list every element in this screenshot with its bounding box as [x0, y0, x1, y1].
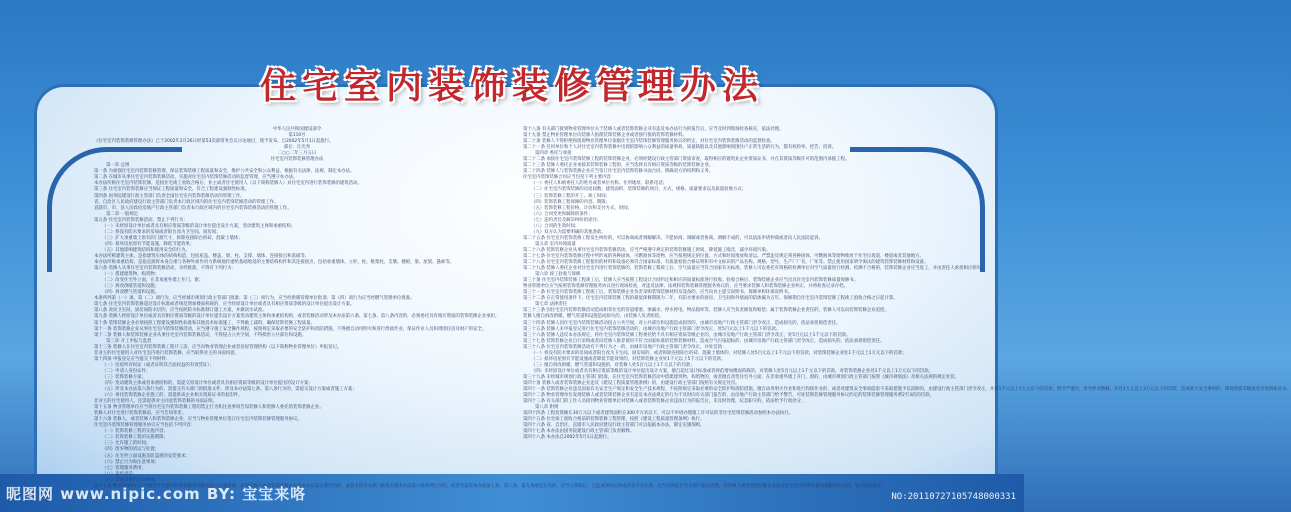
- text-paragraph: （七）违约责任及解决纠纷的途径；: [531, 217, 602, 223]
- regulation-text-right-column: [523, 127, 1291, 460]
- text-paragraph: 装修人擅自拆改供暖、燃气管道和设施造成损失的，由装修人负责赔偿。: [523, 314, 664, 320]
- text-paragraph: （四）拆改燃气管道和设施。: [102, 290, 160, 296]
- text-paragraph: （五）涉及本办法第六条行为的，需提交有关部门的批准文件，涉及本办法第七条、第八条行为的，需提交设计方案或者施工方案；: [102, 387, 357, 393]
- text-paragraph: （四）装饰装修工程保修的内容、期限；: [531, 199, 611, 205]
- text-paragraph: 住宅室内装饰装修合同应当包括下列主要内容：: [523, 175, 616, 181]
- text-paragraph: （一）未经原设计单位或者具有相应资质等级的设计单位提出设计方案，变动建筑主体和承重结构；: [102, 223, 296, 229]
- text-paragraph: 第三十一条 住宅室内装饰装修工程竣工后，装饰装修企业负责采购装饰装修材料及设备的，应当向业主提交说明书、保修单和环保说明书。: [523, 290, 793, 296]
- text-paragraph: 第十二条 装修人和装饰装修企业从事住宅室内装饰装修活动，不得侵占公共空间，不得损害公共部位和设施。: [94, 332, 307, 338]
- text-paragraph: （八）合同的生效时间；: [531, 223, 580, 229]
- text-paragraph: 第七条 住宅室内装饰装修超过设计标准或者规范增加楼面荷载的，应当经原设计单位或者具有相应资质等级的设计单位提出设计方案。: [94, 302, 355, 308]
- text-paragraph: 第八章 附则: [535, 405, 559, 411]
- text-paragraph: 第三十六条 装修人违反本办法规定，将住宅室内装饰装修工程委托给不具有相应资质等级企业的，由城市房地产行政主管部门责令改正，处5百元以上1千元以下的罚款。: [523, 332, 851, 338]
- text-paragraph: 第四章 委托与承接: [535, 151, 572, 157]
- text-paragraph: （三）扩大承重墙上原有的门窗尺寸，拆除连接阳台的砖、混凝土墙体；: [102, 235, 243, 241]
- text-paragraph: （四）未经原设计单位或者具有相应资质等级的设计单位提出设计方案，擅自超过设计标准或者规范增加楼面荷载的，对装修人处5百元以上1千元以下的罚款，对装饰装修企业处1千元以上1万元以下的罚款。: [531, 368, 933, 374]
- text-paragraph: 第二十七条 住宅室内装饰装修过程中所形成的各种固体、可燃液体等废物，应当按照规定的位置、方式和时间堆放和清运。严禁违反规定将各种固体、可燃液体等废物堆放于住宅垃圾道、楼道或者其他地方。: [523, 253, 924, 259]
- text-paragraph: 本条所列第（一）项、第（二）项行为，应当经城市规划行政主管部门批准；第（三）项行为，应当经供暖管理单位批准；第（四）项行为应当经燃气管理单位批准。: [94, 296, 415, 302]
- text-paragraph: （六）禁止行为和注意事项；: [102, 459, 160, 465]
- text-paragraph: 第十条 装饰装修企业必须按照工程建设强制性标准和其他技术标准施工，不得偷工减料，确保装饰装修工程质量。: [94, 320, 315, 326]
- text-paragraph: 第四十七条 本办法由国务院建设行政主管部门负责解释。: [523, 429, 635, 435]
- text-paragraph: 第一条 为加强住宅室内装饰装修管理，保证装饰装修工程质量和安全，维护公共安全和公众利益，根据有关法律、法规，制定本办法。: [94, 169, 355, 175]
- text-paragraph: 第四十一条 装饰装修企业违反国家有关安全生产规定和安全生产技术规程，不按照规定采取必要的安全防护和消防措施，擅自动用明火作业和进行焊接作业的，或者对建筑安全事故隐患不采取措施予以消除的，由建设行政主管部门责令改正，并处1千元以上1万元以下的罚款；情节严重的，责令停业整顿，并处1万元以上3万元以下的罚款；造成重大安全事故的，降低资质等级或者吊销资质证书。: [523, 387, 1291, 393]
- text-paragraph: （二）住宅室内装饰装修的房屋间数、建筑面积，装饰装修的项目、方式、规格、质量要求以及质量验收方式；: [531, 187, 747, 193]
- text-paragraph: （一）搭建建筑物、构筑物；: [102, 272, 160, 278]
- text-paragraph: 第十九条 禁止物业管理单位向装修人指派装饰装修企业或者强行推销装饰装修材料。: [523, 133, 687, 139]
- page-title: 住宅室内装饰装修管理办法: [259, 65, 764, 107]
- text-paragraph: 第二十四条 装修人与装饰装修企业应当签订住宅室内装饰装修书面合同，明确双方的权利和义务。: [523, 169, 714, 175]
- text-paragraph: 第二章 一般规定: [106, 211, 139, 217]
- text-paragraph: 第六章 竣工验收与保修: [535, 272, 581, 278]
- text-paragraph: 第四十四条 工程投资额在30万元以下或者建筑面积在300平方米以下，可以不申请办理施工许可证的非住宅装饰装修活动参照本办法执行。: [523, 411, 794, 417]
- text-paragraph: 第三章 开工申报与监督: [106, 338, 152, 344]
- text-paragraph: 第一章 总则: [106, 163, 130, 169]
- text-paragraph: 第十五条 物业管理单位应当将住宅室内装饰装修工程的禁止行为和注意事项告知装修人和装修人委托的装饰装修企业。: [94, 405, 324, 411]
- text-paragraph: 第二十一条 任何单位和个人对住宅室内装饰装修中出现的影响公众利益的质量事故、质量缺陷以及其他影响周围住户正常生活的行为，都有权检举、控告、投诉。: [523, 145, 837, 151]
- text-paragraph: 第三十二条 在正常使用条件下，住宅室内装饰装修工程的最低保修期限为二年，有防水要求的厨房、卫生间和外墙面的防渗漏为五年。保修期自住宅室内装饰装修工程竣工验收合格之日起计算。: [523, 296, 898, 302]
- text-paragraph: 第四十三条 有关部门的工作人员接到物业管理单位对装修人或者装饰装修企业违法行为的报告后，未及时处理，玩忽职守的，依法给予行政处分。: [523, 399, 806, 405]
- text-paragraph: （四）废弃物的清运与处置；: [102, 447, 160, 453]
- text-paragraph: （三）装饰装修工程的开工、竣工时间；: [531, 193, 611, 199]
- text-paragraph: （四）损坏房屋原有节能设施，降低节能效果；: [102, 241, 195, 247]
- text-paragraph: （二）将没有防水要求的房间或者阳台改为卫生间、厨房间；: [102, 229, 221, 235]
- text-paragraph: 省、自治区人民政府建设行政主管部门负责本行政区域内的住宅室内装饰装修活动的管理工作。: [94, 199, 279, 205]
- text-paragraph: 第二十八条 住宅室内装饰装修工程使用的材料和设备必须符合国家标准，有质量检验合格证明和有中文标识的产品名称、规格、型号、生产厂厂名、厂址等。禁止使用国家明令淘汰的建筑装饰装修材料和设备。: [523, 260, 929, 266]
- text-paragraph: （三）允许施工的时间；: [102, 441, 151, 447]
- text-paragraph: 第二十五条 住宅室内装饰装修工程发生纠纷的，可以协商或者调解解决。不愿协商、调解或者协商、调解不成的，可以依法申请仲裁或者向人民法院起诉。: [523, 235, 823, 241]
- text-paragraph: 第五条 住宅室内装饰装修活动，禁止下列行为：: [94, 217, 188, 223]
- text-paragraph: （九）双方认为需要明确的其他条款。: [531, 229, 606, 235]
- text-paragraph: 第三十七条 装饰装修企业自行采购或者向装修人推荐使用不符合国家标准的装饰装修材料，造成空气污染超标的，由城市房地产行政主管部门责令改正，造成损失的，依法承担赔偿责任。: [523, 338, 885, 344]
- text-paragraph: 第九条 装修人经原设计单位或者具有相应资质等级的设计单位提出设计方案变动建筑主体和承重结构的，或者装修活动涉及本办法第六条、第七条、第八条内容的，必须委托具有相应资质的装饰装修企业承担。: [94, 314, 500, 320]
- text-paragraph: （八）违约责任；: [102, 471, 138, 477]
- text-paragraph: 第十三条 装修人在住宅室内装饰装修工程开工前，应当向物业管理企业或者房屋管理机构（以下简称物业管理单位）申报登记。: [94, 344, 342, 350]
- text-paragraph: （三）装饰装修方案；: [102, 374, 146, 380]
- text-paragraph: 第三十五条 装修人未申报登记进行住宅室内装饰装修活动的，由城市房地产行政主管部门责令改正，处5百元以上1千元以下的罚款。: [523, 326, 781, 332]
- text-paragraph: 第二条 在城市从事住宅室内装饰装修活动，实施对住宅室内装饰装修活动的监督管理，应当遵守本办法。: [94, 175, 298, 181]
- text-paragraph: 非业主的住宅使用人，还需提供业主同意装饰装修的书面证明。: [94, 399, 217, 405]
- text-paragraph: 第三十九条 未经城市规划行政主管部门批准，在住宅室内装饰装修活动中搭建建筑物、构筑物的，或者擅自改变住宅外立面、在非承重外墙上开门、窗的，由城市规划行政主管部门按照《城市规划法》及相关法规的规定处罚。: [523, 374, 960, 380]
- text-paragraph: 第三十八条 住宅室内装饰装修活动有下列行为之一的，由城市房地产行政主管部门责令改正，并处罚款：: [523, 344, 727, 350]
- text-paragraph: 第四十八条 本办法自2002年5月1日起施行。: [523, 435, 612, 441]
- text-paragraph: 第二十三条 装修人委托企业承接其装饰装修工程的，应当选择具有相应资质等级的装饰装修企业。: [523, 163, 714, 169]
- text-paragraph: 物业管理单位应当按照装饰装修管理服务协议进行现场检查，对违反法律、法规和装饰装修管理服务协议的，应当要求装修人和装饰装修企业纠正，并将检查记录存档。: [523, 284, 848, 290]
- text-paragraph: （六）委托装饰装修企业施工的，需提供该企业相关资质证书的复印件。: [102, 393, 243, 399]
- text-paragraph: 住宅室内装饰装修管理办法: [270, 157, 324, 163]
- text-paragraph: （六）合同变更和解除的条件；: [531, 211, 593, 217]
- text-paragraph: 第三十条 住宅室内装饰装修工程竣工后，装修人应当按照工程设计合同约定和相应的质量标准进行验收。验收合格后，装饰装修企业应当出具住宅室内装饰装修质量保修书。: [523, 278, 859, 284]
- text-paragraph: 第三十四条 装修人因住宅室内装饰装修活动侵占公共空间，对公共部位和设施造成损害的，由城市房地产行政主管部门责令改正，造成损失的，依法承担赔偿责任。: [523, 320, 841, 326]
- text-paragraph: 二○○二年三月五日: [277, 151, 317, 157]
- text-paragraph: （一）委托人和被委托人的姓名或者单位名称、住所地址、联系电话；: [531, 181, 668, 187]
- text-paragraph: 本办法所称承重结构，是指直接将本身自重与各种外加作用力系统地传递给基础地基的主要结构构件和其连接接点，包括承重墙体、立杆、柱、框架柱、支墩、楼板、梁、屋架、悬索等。: [94, 260, 455, 266]
- text-paragraph: 第二十九条 装修人委托企业对住宅室内进行装饰装修的，装饰装修工程竣工后，空气质量应当符合国家有关标准。装修人可以委托有资格的检测单位对空气质量进行检测。检测不合格的，装饰装修企业应当返工，并由责任人承担相应损失。: [523, 266, 986, 272]
- text-paragraph: 第二十六条 装饰装修企业从事住宅室内装饰装修活动，应当严格遵守规定的装饰装修施工时间，降低施工噪音，减少环境污染。: [523, 247, 771, 253]
- watermark-site: 昵图网 www.nipic.com BY: 宝宝来咯: [6, 485, 307, 503]
- text-paragraph: （一）装饰装修工程的实施内容；: [102, 429, 168, 435]
- text-paragraph: 本办法所称建筑主体，是指建筑实体的结构构造，包括屋盖、楼盖、梁、柱、支撑、墙体、连接接点和基础等。: [94, 253, 310, 259]
- text-paragraph: （二）损坏房屋原有节能设施或者降低节能效果的，对装饰装修企业处1千元以上5千元以下的罚款；: [531, 356, 726, 362]
- text-paragraph: 第四十六条 省、自治区、直辖市人民政府建设行政主管部门可以依据本办法，制定实施细则。: [523, 423, 705, 429]
- text-paragraph: 第四十五条 住宅竣工验收合格前的装饰装修工程管理，按照《建设工程质量管理条例》执行。: [523, 417, 705, 423]
- text-paragraph: 第二十条 装修人不得拒绝和阻碍物业管理单位依据住宅室内装饰装修管理服务协议的约定，对住宅室内装饰装修活动的监督检查。: [523, 139, 775, 145]
- text-paragraph: 直辖市、市、县人民政府房地产行政主管部门负责本行政区域内的住宅室内装饰装修活动的管理工作。: [94, 205, 292, 211]
- text-paragraph: 住宅室内装饰装修管理服务协议应当包括下列内容：: [94, 423, 195, 429]
- text-paragraph: （一）房屋所有权证（或者证明其合法权益的有效凭证）；: [102, 362, 214, 368]
- text-paragraph: 第十一条 装饰装修企业从事住宅室内装饰装修活动，应当遵守施工安全操作规程，按照规定采取必要的安全防护和消防措施，不得擅自动用明火和进行焊接作业，保证作业人员和周围住房及财产的安全。: [94, 326, 487, 332]
- text-paragraph: 本办法所称住宅室内装饰装修，是指住宅竣工验收合格后，业主或者住宅使用人（以下简称装修人）对住宅室内进行装饰装修的建筑活动。: [94, 181, 362, 187]
- text-paragraph: （五）其他影响建筑结构和使用安全的行为。: [102, 247, 190, 253]
- text-paragraph: 装修人对住宅进行装饰装修前，应当告知邻里。: [94, 411, 187, 417]
- text-paragraph: 第三条 住宅室内装饰装修应当保证工程质量和安全，符合工程建设强制性标准。: [94, 187, 250, 193]
- text-paragraph: 《住宅室内装饰装修管理办法》已于2002年2月26日经第53次部常务会议讨论通过，现予发布，自2002年5月1日起施行。: [94, 139, 334, 145]
- text-paragraph: 第十四条 申报登记应当提交下列材料：: [94, 356, 171, 362]
- text-paragraph: 第四条 国务院建设行政主管部门负责全国住宅室内装饰装修活动的管理工作。: [94, 193, 245, 199]
- text-paragraph: 第五章 室内环境质量: [535, 241, 576, 247]
- text-paragraph: 第三十三条 因住宅室内装饰装修活动造成相邻住宅的管道堵塞、渗漏水、停水停电、物品毁坏等，装修人应当负责修复和赔偿；属于装饰装修企业责任的，装修人可以向装饰装修企业追偿。: [523, 308, 889, 314]
- text-paragraph: 第四十二条 物业管理单位发现装修人或者装饰装修企业有违反本办法规定的行为不及时向有关部门报告的，由房地产行政主管部门给予警告，可处装饰装修管理服务协议约定的装饰装修管理服务费2至3倍的罚款。: [523, 393, 934, 399]
- text-paragraph: 部长：汪光焘: [283, 145, 311, 151]
- text-paragraph: 第六条 装修人从事住宅室内装饰装修活动，未经批准，不得有下列行为：: [94, 266, 236, 272]
- text-paragraph: 第十六条 装修人，或者装修人和装饰装修企业，应当与物业管理单位签订住宅室内装饰装修管理服务协议。: [94, 417, 302, 423]
- text-paragraph: （五）装饰装修工程价格，计价和支付方式、时间；: [531, 205, 632, 211]
- text-paragraph: 非业主的住宅使用人对住宅室内进行装饰装修，应当取得业主的书面同意。: [94, 350, 239, 356]
- text-paragraph: （二）装饰装修工程的实施期限；: [102, 435, 168, 441]
- text-paragraph: 第二十二条 承接住宅室内装饰装修工程的装饰装修企业，必须经建设行政主管部门资质审查，取得相应的建筑业企业资质证书，并在其资质等级许可的范围内承揽工程。: [523, 157, 850, 163]
- text-paragraph: 第四十条 装修人或者装饰装修企业违反《建设工程质量管理条例》的，由建设行政主管部门按照有关规定处罚。: [523, 380, 740, 386]
- text-paragraph: 中华人民共和国建设部令: [272, 127, 322, 132]
- text-paragraph: （三）拆改供暖管道和设施；: [102, 284, 160, 290]
- text-paragraph: 第十八条 有关部门接到物业管理单位关于装修人或者装饰装修企业有违反本办法行为的报告后，应当及时到现场检查核实，依法处理。: [523, 127, 784, 132]
- text-paragraph: 第110号: [288, 133, 306, 139]
- text-paragraph: （九）其他需要约定的事项。: [102, 477, 160, 483]
- text-paragraph: （五）住宅外立面设施及防盗窗的安装要求；: [102, 453, 190, 459]
- text-paragraph: 第十七条 物业管理单位应当按照住宅室内装饰装修管理服务协议实施管理，发现装修人或者装饰装修企业有本办法第五条行为的，或者未经有关部门批准实施本办法第六条所列行为的，或者有违反本办法第七条、第八条、第九条规定行为的，应当立即制止；已造成事实后果或者拒不改正的，应当及时报告有关部门依法处理。对装修人或者装饰装修企业违反住宅室内装饰装修管理服务协议的，追究违约责任。: [94, 483, 886, 489]
- text-paragraph: （二）改变住宅外立面，在非承重外墙上开门、窗；: [102, 278, 203, 284]
- text-paragraph: 第八条 改动卫生间、厨房间防水层的，应当按照防水标准制订施工方案，并做闭水试验。: [94, 308, 267, 314]
- text-paragraph: （四）变动建筑主体或者承重结构的，需提交原设计单位或者具有相应资质等级的设计单位提出的设计方案；: [102, 380, 313, 386]
- text-paragraph: （七）管理服务费用；: [102, 465, 146, 471]
- text-paragraph: （一）将没有防水要求的房间或者阳台改为卫生间、厨房间的，或者拆除连接阳台的砖、混凝土墙体的，对装修人处5百元以上1千元以下的罚款，对装饰装修企业处1千元以上1万元以下的罚款；: [531, 350, 907, 356]
- text-paragraph: 第七章 法律责任: [535, 302, 568, 308]
- text-paragraph: （三）擅自拆改供暖、燃气管道和设施的，对装修人处5百元以上1千元以下的罚款；: [531, 362, 695, 368]
- text-paragraph: （二）申请人身份证件；: [102, 368, 151, 374]
- watermark-id: NO:20110727105748000331: [891, 492, 1016, 502]
